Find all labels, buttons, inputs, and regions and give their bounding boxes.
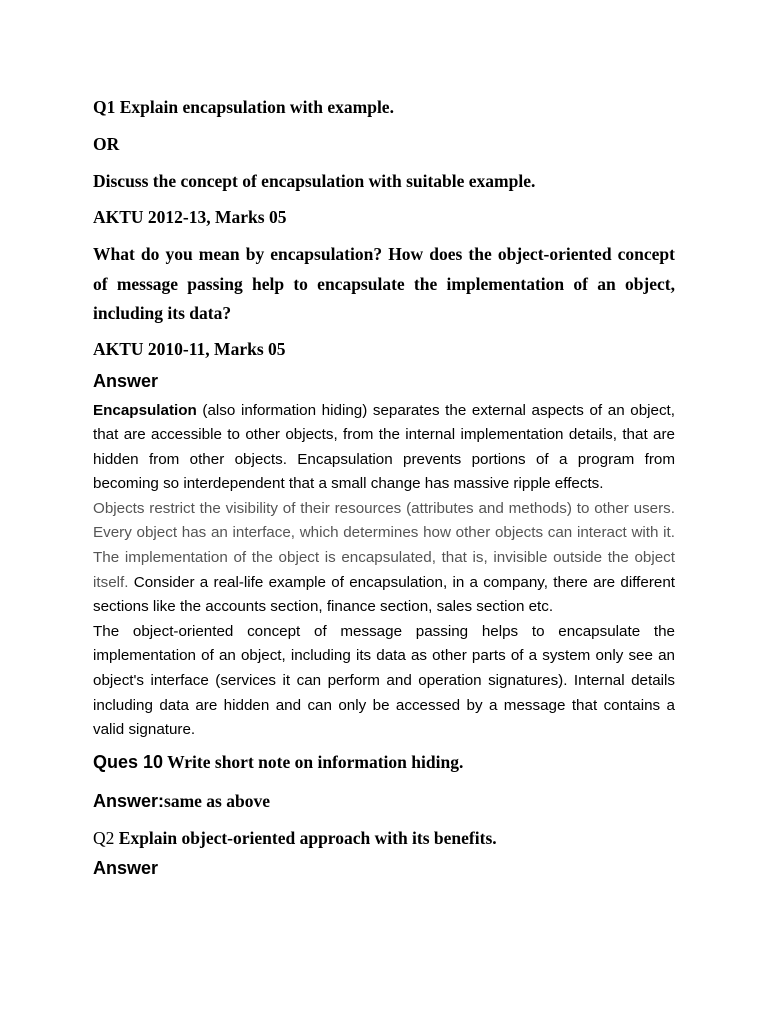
term-encapsulation: Encapsulation [93,401,197,419]
answer-paragraph-3: The object-oriented concept of message passing helps to encapsulate the implementation of an object, including its data as other parts of a system only see an object's interface (services it can perform and operation signatures). Internal details including data are hidden and can only be accessed by a message that contains a valid signature. [93,622,675,739]
document-page [93,95,675,880]
question-2-number: Q2 [93,827,115,848]
question-1-variant: What do you mean by encapsulation? How does the object-oriented concept of message passing help to encapsulate the implementation of an object, including its data? [93,244,675,323]
paragraph-2-text: Consider a real-life example of encapsulation, in a company, there are different sections like the accounts section, finance section, sales section etc. [93,573,675,616]
question-10-answer [93,788,675,816]
question-10-answer-text: same as above [164,790,270,811]
question-10-answer-label: Answer: [93,790,165,811]
exam-source-1: AKTU 2012-13, Marks 05 [93,207,287,227]
question-2-answer-heading: Answer [93,857,159,878]
exam-source-2: AKTU 2010-11, Marks 05 [93,338,286,359]
question-1-alternate: Discuss the concept of encapsulation with suitable example. [93,171,536,191]
question-2-text: Explain object-oriented approach with its benefits. [114,827,497,848]
answer-paragraph-1 [93,399,675,497]
paragraph-2-quote: Objects restrict the visibility of their resources (attributes and methods) to other users. Every object has an interface, which determines how other objects can interact with it. The implementation of the object is encapsulated, that is, invisible outside the object itself. [93,499,675,591]
answer-paragraph-2 [93,497,675,620]
question-2 [93,826,675,852]
paragraph-1-text: (also information hiding) separates the external aspects of an object, that are accessible to other objects, from the internal implementation details, that are hidden from other objects. Encapsulation prevents portions of a program from becoming so interdependent that a small change has massive ripple effects. [93,401,675,493]
question-10-text: Write short note on information hiding. [163,751,464,772]
question-1-title: Q1 Explain encapsulation with example. [93,97,394,117]
or-separator: OR [93,134,120,154]
question-10 [93,749,675,777]
answer-heading: Answer [93,370,159,391]
question-10-label: Ques 10 [93,751,164,772]
